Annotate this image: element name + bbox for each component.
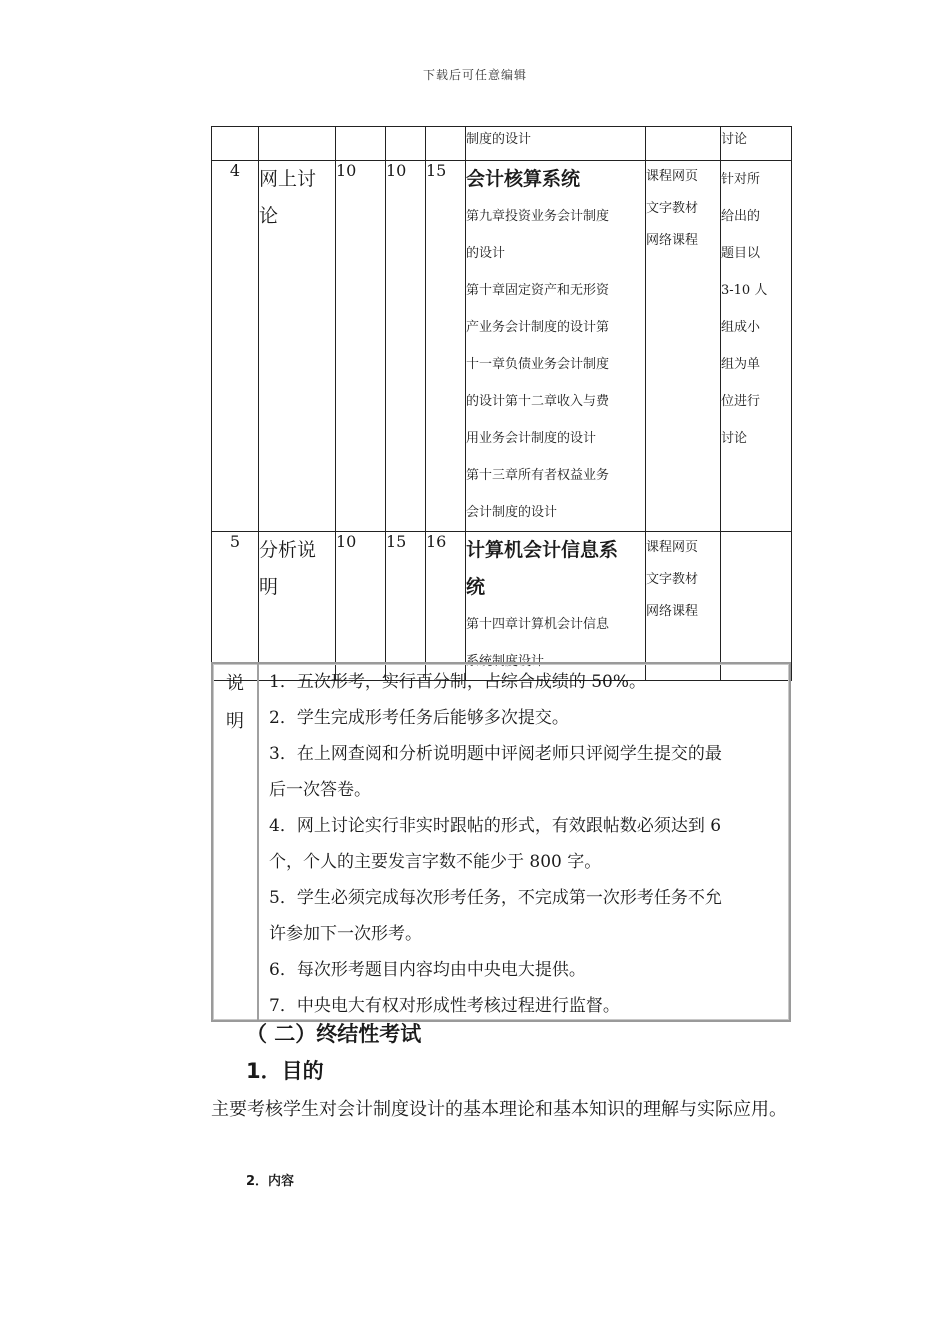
resources-cell: 课程网页 文字教材 网络课程 bbox=[646, 161, 721, 532]
note-line: 2．学生完成形考任务后能够多次提交。 bbox=[269, 708, 569, 728]
table-row bbox=[212, 161, 792, 532]
remark-cell: 针对所 给出的 题目以 3-10 人 组成小 组为单 位进行 讨论 bbox=[721, 161, 792, 532]
note-line: 个，个人的主要发言字数不能少于 800 字。 bbox=[269, 852, 602, 872]
note-line: 4．网上讨论实行非实时跟帖的形式，有效跟帖数必须达到 6 bbox=[269, 816, 722, 836]
note-line: 1．五次形考，实行百分制，占综合成绩的 50%。 bbox=[269, 672, 647, 692]
remark-cell bbox=[721, 532, 792, 681]
note-line: 3．在上网查阅和分析说明题中评阅老师只评阅学生提交的最 bbox=[269, 744, 722, 764]
note-line: 后一次答卷。 bbox=[269, 780, 371, 800]
resources-cell: 课程网页 文字教材 网络课程 bbox=[646, 532, 721, 681]
assessment-type: 分析说 明 bbox=[259, 532, 336, 681]
assessment-table bbox=[211, 126, 792, 681]
value-cell: 16 bbox=[426, 532, 466, 681]
value-cell: 15 bbox=[386, 532, 426, 681]
subsection-heading: 1．目的 bbox=[246, 1059, 324, 1083]
note-line: 许参加下一次形考。 bbox=[269, 924, 422, 944]
value-cell: 10 bbox=[386, 161, 426, 532]
paragraph: 主要考核学生对会计制度设计的基本理论和基本知识的理解与实际应用。 bbox=[211, 1099, 787, 1120]
row-number: 4 bbox=[212, 161, 259, 532]
table-row-continued bbox=[212, 127, 792, 161]
content-cell: 会计核算系统 第九章投资业务会计制度 的设计 第十章固定资产和无形资 产业务会计制度的设计第 十一章负债业务会计制度 的设计第十二章收入与费 用业务会计制度的设计 第十三章所有者权益业务 会计制度的设计 bbox=[466, 161, 646, 532]
notes-box bbox=[211, 662, 791, 1022]
note-line: 5．学生必须完成每次形考任务，不完成第一次形考任务不允 bbox=[269, 888, 722, 908]
assessment-type: 网上讨 论 bbox=[259, 161, 336, 532]
row-number: 5 bbox=[212, 532, 259, 681]
note-line: 6．每次形考题目内容均由中央电大提供。 bbox=[269, 960, 586, 980]
value-cell: 10 bbox=[336, 161, 386, 532]
content-cell: 计算机会计信息系 统 第十四章计算机会计信息 系统制度设计 bbox=[466, 532, 646, 681]
section-heading: （ 二）终结性考试 bbox=[246, 1022, 422, 1046]
notes-label: 说 明 bbox=[213, 664, 259, 1020]
table-row bbox=[212, 532, 792, 681]
content-title: 会计核算系统 bbox=[466, 168, 581, 190]
content-cell: 制度的设计 bbox=[466, 127, 646, 161]
subsection-heading: 2．内容 bbox=[246, 1174, 295, 1189]
notes-list bbox=[269, 664, 785, 1024]
note-line: 7．中央电大有权对形成性考核过程进行监督。 bbox=[269, 996, 620, 1016]
page-header: 下载后可任意编辑 bbox=[422, 68, 527, 82]
value-cell: 15 bbox=[426, 161, 466, 532]
remark-cell: 讨论 bbox=[721, 127, 792, 161]
content-title: 计算机会计信息系 bbox=[466, 539, 619, 561]
value-cell: 10 bbox=[336, 532, 386, 681]
